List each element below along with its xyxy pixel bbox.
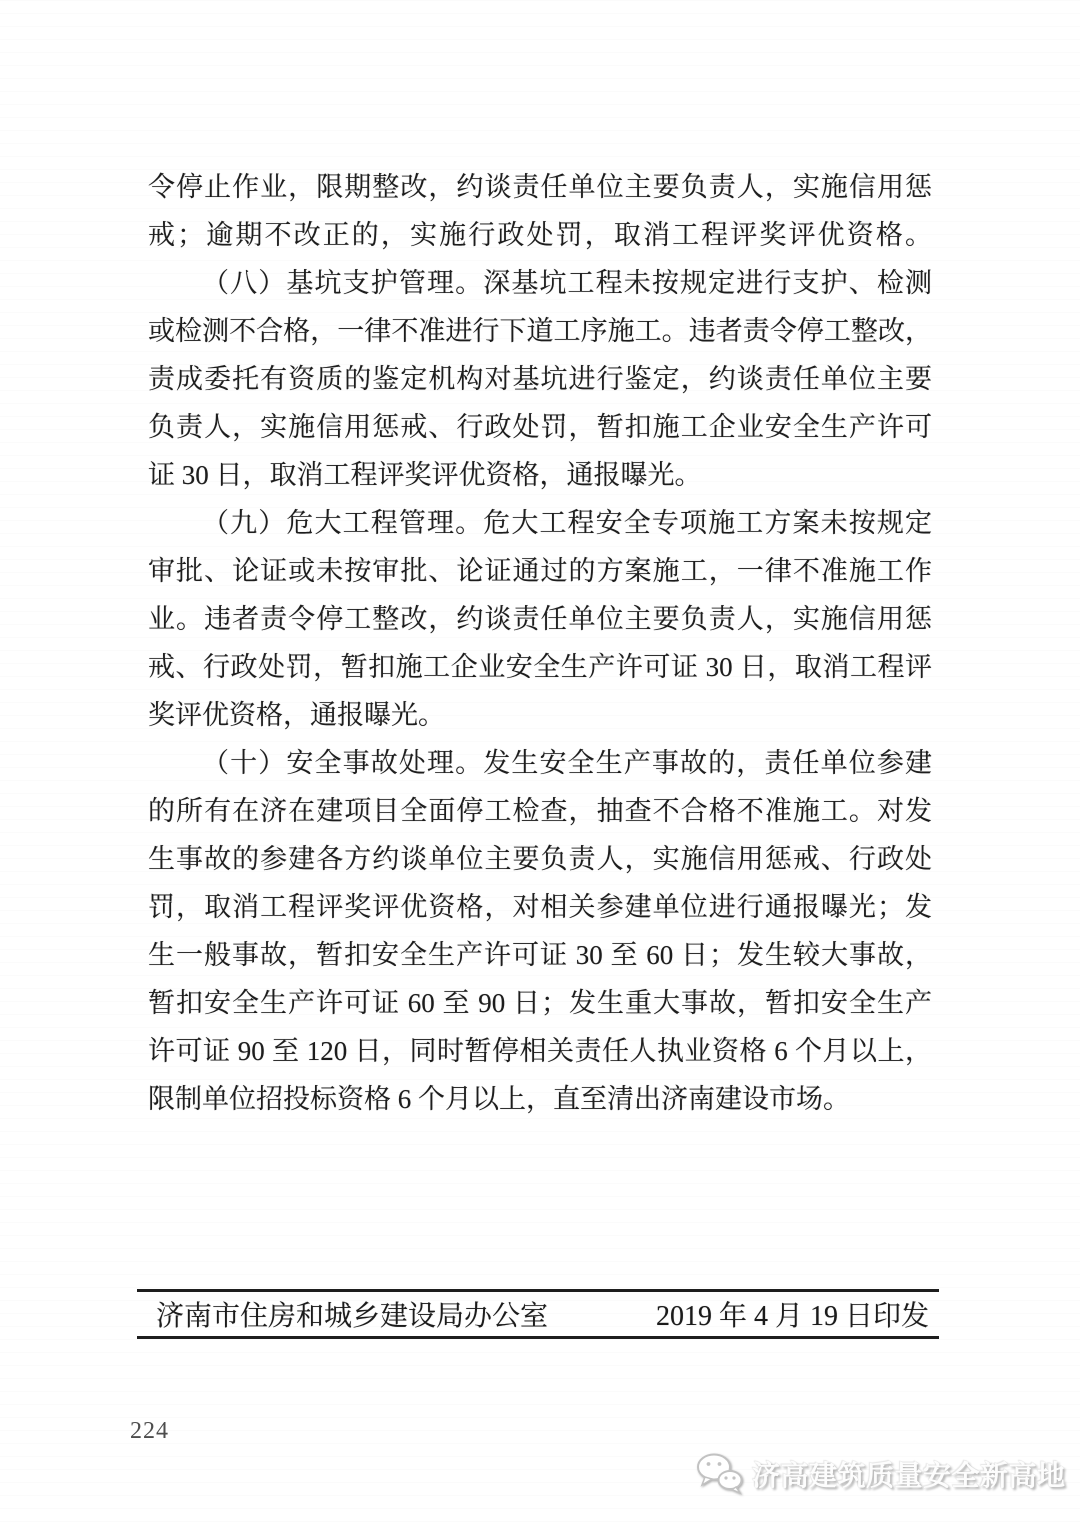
body-line: 责成委托有资质的鉴定机构对基坑进行鉴定，约谈责任单位主要 bbox=[148, 364, 932, 394]
body-line: 生一般事故，暂扣安全生产许可证 30 至 60 日；发生较大事故， bbox=[148, 940, 932, 970]
watermark-text: 济高建筑质量安全新高地 bbox=[752, 1460, 1066, 1491]
body-line: 限制单位招投标资格 6 个月以上，直至清出济南建设市场。 bbox=[148, 1084, 850, 1114]
body-lines bbox=[148, 163, 932, 1123]
colophon-row bbox=[137, 1292, 939, 1336]
body-line: 业。违者责令停工整改，约谈责任单位主要负责人，实施信用惩 bbox=[148, 604, 932, 634]
watermark-banner bbox=[696, 1452, 1066, 1496]
body-line: （十）安全事故处理。发生安全生产事故的，责任单位参建 bbox=[202, 748, 932, 778]
body-line: 负责人，实施信用惩戒、行政处罚，暂扣施工企业安全生产许可 bbox=[148, 412, 932, 442]
issuing-office: 济南市住房和城乡建设局办公室 bbox=[156, 1301, 549, 1332]
wechat-icon bbox=[696, 1452, 744, 1496]
print-date: 2019 年 4 月 19 日印发 bbox=[655, 1301, 929, 1332]
body-line: 令停止作业，限期整改，约谈责任单位主要负责人，实施信用惩 bbox=[148, 172, 932, 202]
body-line: 的所有在济在建项目全面停工检查，抽查不合格不准施工。对发 bbox=[148, 796, 932, 826]
body-line: 戒、行政处罚，暂扣施工企业安全生产许可证 30 日，取消工程评 bbox=[148, 652, 932, 682]
body-line: 罚，取消工程评奖评优资格，对相关参建单位进行通报曝光；发 bbox=[148, 892, 932, 922]
body-line: 暂扣安全生产许可证 60 至 90 日；发生重大事故，暂扣安全生产 bbox=[148, 988, 932, 1018]
body-line: 证 30 日，取消工程评奖评优资格，通报曝光。 bbox=[148, 460, 702, 490]
colophon bbox=[137, 1289, 939, 1339]
body-line: 许可证 90 至 120 日，同时暂停相关责任人执业资格 6 个月以上， bbox=[148, 1036, 932, 1066]
body-line: 戒；逾期不改正的，实施行政处罚，取消工程评奖评优资格。 bbox=[148, 220, 932, 250]
body-line: （九）危大工程管理。危大工程安全专项施工方案未按规定 bbox=[202, 508, 932, 538]
body-line: 或检测不合格，一律不准进行下道工序施工。违者责令停工整改， bbox=[148, 316, 932, 346]
body-line: 审批、论证或未按审批、论证通过的方案施工，一律不准施工作 bbox=[148, 556, 932, 586]
page-number: 224 bbox=[130, 1418, 169, 1444]
body-line: 奖评优资格，通报曝光。 bbox=[148, 700, 445, 730]
body-line: 生事故的参建各方约谈单位主要负责人，实施信用惩戒、行政处 bbox=[148, 844, 932, 874]
body-line: （八）基坑支护管理。深基坑工程未按规定进行支护、检测 bbox=[202, 268, 932, 298]
